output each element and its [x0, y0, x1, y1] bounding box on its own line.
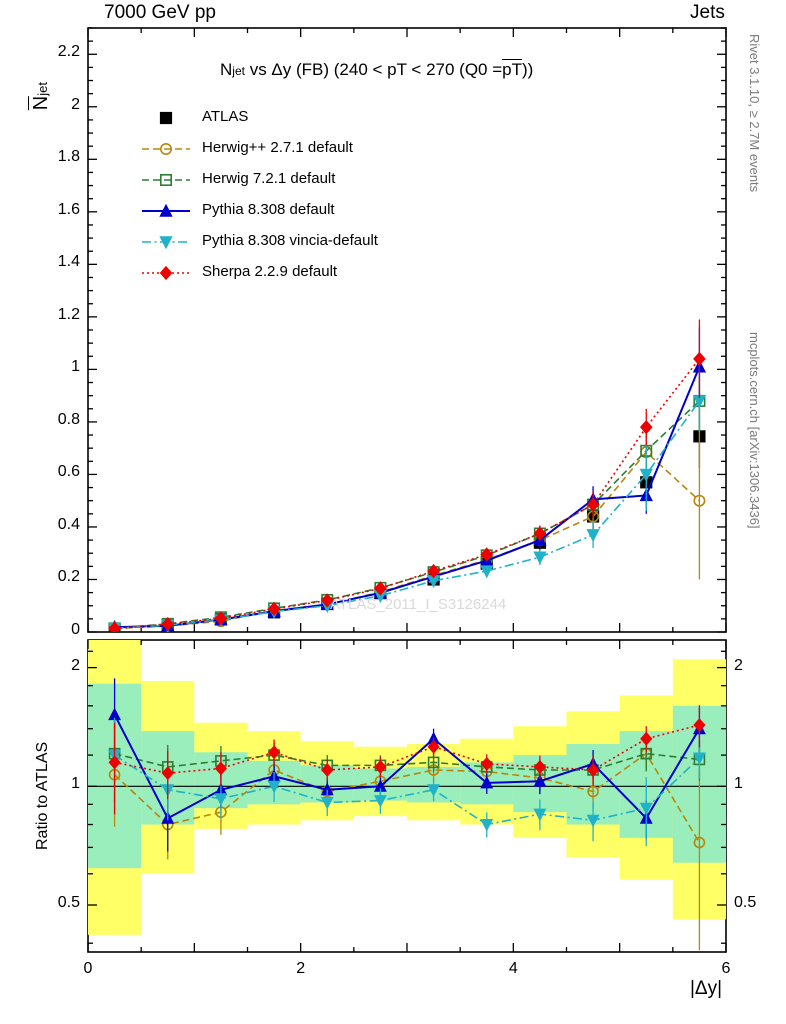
ratio-ytick-label-right: 0.5 — [734, 894, 757, 911]
rivet-caption: Rivet 3.1.10, ≥ 2.7M events — [747, 34, 762, 193]
main-ytick-label: 1 — [71, 358, 80, 376]
plot-title: Njet vs Δy (FB) (240 < pT < 270 (Q0 =pT)) — [220, 60, 534, 79]
xtick-label: 0 — [83, 960, 93, 977]
legend-label-2: Herwig 7.2.1 default — [202, 170, 336, 187]
header-right: Jets — [690, 2, 725, 23]
ratio-ytick-label-left: 0.5 — [57, 894, 80, 911]
legend-label-1: Herwig++ 2.7.1 default — [202, 139, 353, 156]
ratio-ylabel: Ratio to ATLAS — [34, 741, 51, 850]
main-ytick-label: 1.6 — [57, 200, 80, 218]
legend-label-4: Pythia 8.308 vincia-default — [202, 232, 378, 249]
main-ytick-label: 2 — [71, 95, 80, 113]
legend-swatch-3 — [140, 201, 192, 221]
xtick-label: 6 — [721, 960, 731, 977]
main-ytick-label: 0.8 — [57, 410, 80, 428]
ratio-ytick-label-right: 1 — [734, 775, 743, 793]
xtick-label: 4 — [508, 960, 518, 977]
main-series-2 — [109, 369, 704, 633]
main-ytick-label: 1.2 — [57, 305, 80, 323]
legend-label-5: Sherpa 2.2.9 default — [202, 263, 338, 280]
main-ytick-label: 0.4 — [57, 515, 80, 533]
ratio-ytick-label-left: 1 — [71, 775, 80, 793]
main-ytick-label: 0.2 — [57, 568, 80, 586]
header-left: 7000 GeV pp — [104, 2, 216, 23]
legend-swatch-4 — [140, 232, 192, 252]
legend-label-0: ATLAS — [202, 108, 249, 125]
legend-swatch-1 — [140, 139, 192, 159]
legend-swatch-0 — [140, 108, 192, 128]
main-series-3 — [109, 327, 705, 632]
main-ytick-label: 1.4 — [57, 253, 80, 271]
ratio-ytick-label-right: 2 — [734, 656, 743, 674]
legend-label-3: Pythia 8.308 default — [202, 201, 335, 218]
legend-swatch-5 — [140, 263, 192, 283]
main-ytick-label: 2.2 — [57, 43, 80, 61]
xaxis-label: |Δy| — [690, 978, 723, 999]
main-ytick-label: 0 — [71, 621, 80, 638]
main-ytick-label: 1.8 — [57, 148, 80, 166]
main-series-4 — [109, 369, 705, 634]
watermark: ATLAS_2011_I_S3126244 — [330, 596, 507, 613]
xtick-label: 2 — [296, 960, 306, 977]
ratio-ytick-label-left: 2 — [71, 656, 80, 674]
generated-graphics — [88, 28, 726, 952]
main-ylabel: Njet — [30, 82, 52, 111]
mcplots-caption: mcplots.cern.ch [arXiv:1306.3436] — [747, 332, 762, 529]
main-ytick-label: 0.6 — [57, 463, 80, 481]
legend-swatch-2 — [140, 170, 192, 190]
